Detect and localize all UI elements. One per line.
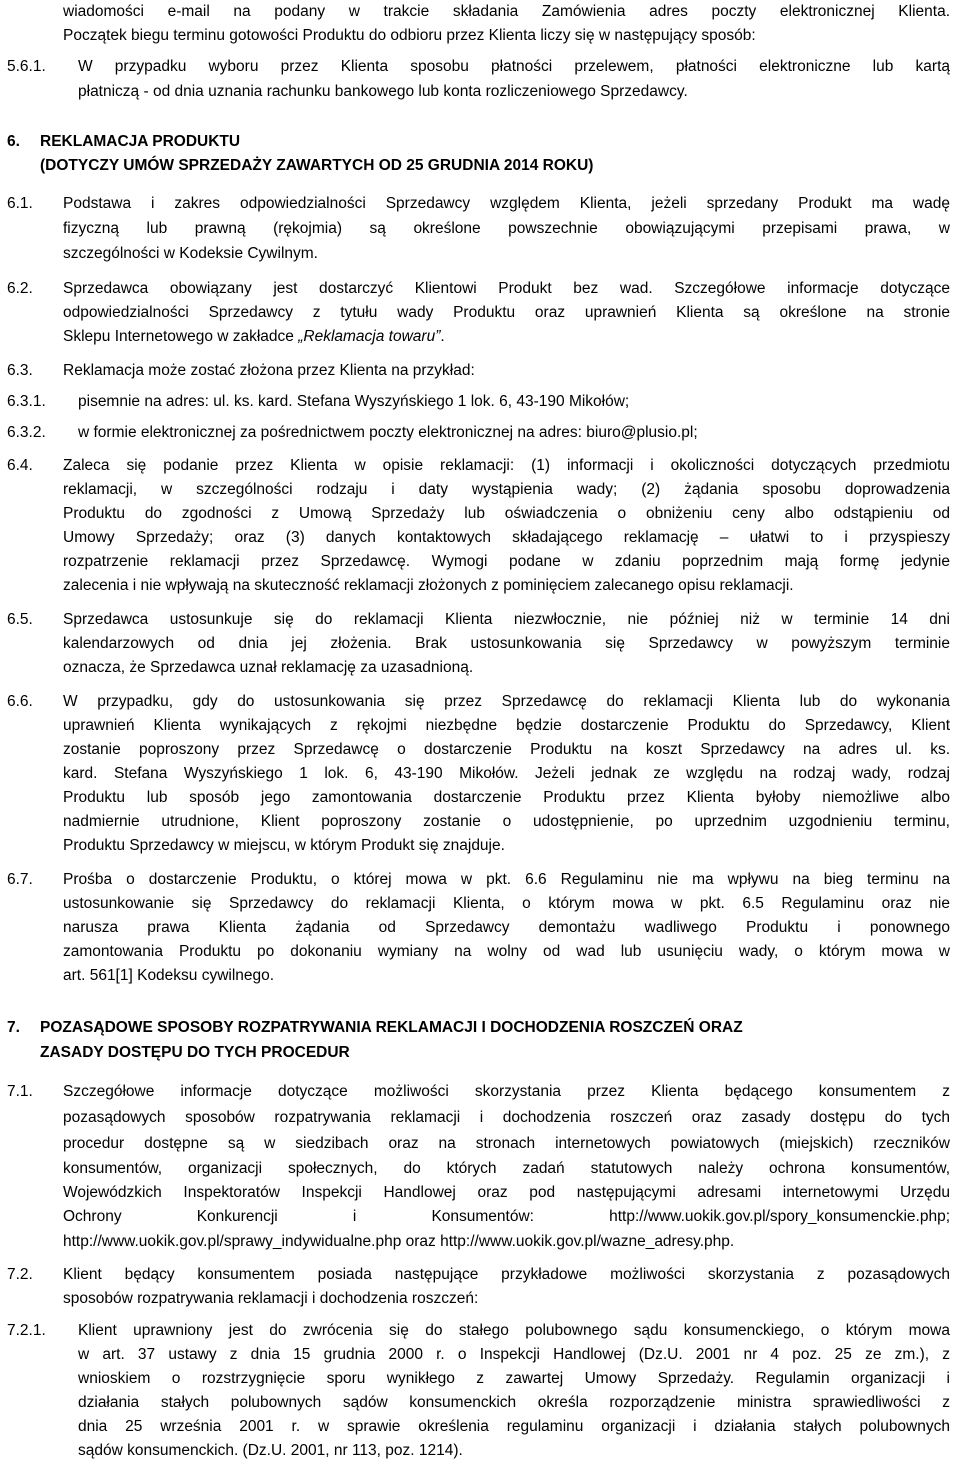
clause-text: Klient będący konsumentem posiada następujące przykładowe możliwości skorzystania z pozasądowych bbox=[63, 1266, 950, 1283]
clause-text: kard. Stefana Wyszyńskiego 1 lok. 6, 43-190 Mikołów. Jeżeli jednak ze względu na rodzaj wady, rodzaj bbox=[63, 765, 950, 782]
intro-line: Początek biegu terminu gotowości Produktu do odbioru przez Klienta liczy się w następujący sposób: bbox=[63, 27, 756, 44]
clause-number: 6.2. bbox=[7, 280, 33, 297]
clause-text: Produktu do zgodności z Umową Sprzedaży lub oświadczenia o obniżeniu ceny albo odstąpieniu od bbox=[63, 505, 950, 522]
clause-text: Prośba o dostarczenie Produktu, o której mowa w pkt. 6.6 Regulaminu nie ma wpływu na bieg terminu na bbox=[63, 871, 950, 888]
clause-text: Sprzedawca ustosunkuje się do reklamacji Klienta niezwłocznie, nie później niż w terminie 14 dni bbox=[63, 611, 950, 628]
clause-text: fizyczną lub prawną (rękojmia) są określone powszechnie obowiązującymi przepisami prawa, w bbox=[63, 220, 950, 237]
clause-text: Sprzedawca obowiązany jest dostarczyć Klientowi Produkt bez wad. Szczegółowe informacje dotyczące bbox=[63, 280, 950, 297]
clause-text: W przypadku wyboru przez Klienta sposobu płatności przelewem, płatności elektroniczne lub kartą bbox=[78, 58, 950, 75]
clause-text: zalecenia i nie wpływają na skuteczność reklamacji złożonych z pominięciem zalecanego opisu reklamacji. bbox=[63, 577, 794, 594]
section-number: 6. bbox=[7, 133, 20, 150]
clause-text: Produktu lub sposób jego zamontowania dostarczenie Produktu przez Klienta byłoby niemożliwe albo bbox=[63, 789, 950, 806]
clause-text: Produktu Sprzedawcy w miejscu, w którym Produkt się znajduje. bbox=[63, 837, 505, 854]
clause-number: 6.1. bbox=[7, 195, 33, 212]
clause-text: działania stałych polubownych sądów konsumenckich określa rozporządzenie ministra sprawiedliwości z bbox=[78, 1394, 950, 1411]
clause-text: sądów konsumenckich. (Dz.U. 2001, nr 113, poz. 1214). bbox=[78, 1442, 463, 1459]
clause-text: nadmiernie utrudnione, Klient poproszony zostanie o udostępnienie, po uprzednim uzgodnieniu terminu, bbox=[63, 813, 950, 830]
clause-text: kalendarzowych od dnia jej złożenia. Brak ustosunkowania się Sprzedawcy w powyższym terminie bbox=[63, 635, 950, 652]
clause-text: Podstawa i zakres odpowiedzialności Sprzedawcy względem Klienta, jeżeli sprzedany Produkt ma wadę bbox=[63, 195, 950, 212]
clause-text: Szczegółowe informacje dotyczące możliwości skorzystania przez Klienta będącego konsumentem z bbox=[63, 1083, 950, 1100]
clause-text: Wojewódzkich Inspektoratów Inspekcji Handlowej oraz pod następującymi adresami internetowymi Urzędu bbox=[63, 1184, 950, 1201]
clause-text: uprawnień Klienta wynikających z rękojmi niezbędne będzie dostarczenie Produktu do Sprzedawcy, Klient bbox=[63, 717, 950, 734]
clause-number: 7.1. bbox=[7, 1083, 33, 1100]
clause-number: 7.2.1. bbox=[7, 1322, 46, 1339]
clause-text: konsumentów, organizacji społecznych, do których zadań statutowych należy ochrona konsumentów, bbox=[63, 1160, 950, 1177]
clause-text: wnioskiem o rozstrzygnięcie sporu wynikłego z zawartej Umowy Sprzedaży. Regulamin organizacji i bbox=[78, 1370, 950, 1387]
clause-number: 6.3.1. bbox=[7, 393, 46, 410]
intro-line: wiadomości e-mail na podany w trakcie składania Zamówienia adres poczty elektronicznej Klienta. bbox=[63, 3, 950, 20]
clause-text: płatniczą - od dnia uznania rachunku bankowego lub konta rozliczeniowego Sprzedawcy. bbox=[78, 83, 688, 100]
clause-text: sposobów rozpatrywania reklamacji i dochodzenia roszczeń: bbox=[63, 1290, 479, 1307]
clause-text: odpowiedzialności Sprzedawcy z tytułu wady Produktu oraz uprawnień Klienta są określone na stronie bbox=[63, 304, 950, 321]
clause-text: zostanie poproszony przez Sprzedawcę o dostarczenie Produktu na koszt Sprzedawcy na adres ul. ks. bbox=[63, 741, 950, 758]
clause-text: art. 561[1] Kodeksu cywilnego. bbox=[63, 967, 275, 984]
clause-text: Zaleca się podanie przez Klienta w opisie reklamacji: (1) informacji i okoliczności dotyczących przedmiotu bbox=[63, 457, 950, 474]
clause-text: w formie elektronicznej za pośrednictwem poczty elektronicznej na adres: biuro@plusio.pl; bbox=[78, 424, 698, 441]
clause-text: w art. 37 ustawy z dnia 15 grudnia 2000 r. o Inspekcji Handlowej (Dz.U. 2001 nr 4 poz. 25 ze zm.), z bbox=[78, 1346, 950, 1363]
clause-number: 6.4. bbox=[7, 457, 33, 474]
clause-number: 6.3.2. bbox=[7, 424, 46, 441]
clause-text: http://www.uokik.gov.pl/sprawy_indywidualne.php oraz http://www.uokik.gov.pl/wazne_adresy.php. bbox=[63, 1233, 735, 1250]
clause-text: W przypadku, gdy do ustosunkowania się przez Sprzedawcę do reklamacji Klienta lub do wykonania bbox=[63, 693, 950, 710]
clause-text: ustosunkowanie się Sprzedawcy do reklamacji Klienta, o którym mowa w pkt. 6.5 Regulaminu oraz nie bbox=[63, 895, 950, 912]
clause-text: dnia 25 września 2001 r. w sprawie określenia regulaminu organizacji i działania stałych polubownych bbox=[78, 1418, 950, 1435]
clause-text: reklamacji, w szczególności rodzaju i daty wystąpienia wady; (2) żądania sposobu doprowadzenia bbox=[63, 481, 950, 498]
clause-number: 7.2. bbox=[7, 1266, 33, 1283]
clause-number: 6.6. bbox=[7, 693, 33, 710]
section-subtitle: (DOTYCZY UMÓW SPRZEDAŻY ZAWARTYCH OD 25 GRUDNIA 2014 ROKU) bbox=[40, 157, 594, 174]
clause-text: Umowy Sprzedaży; oraz (3) danych kontaktowych składającego reklamację – ułatwi to i przyspieszy bbox=[63, 529, 950, 546]
section-title: POZASĄDOWE SPOSOBY ROZPATRYWANIA REKLAMACJI I DOCHODZENIA ROSZCZEŃ ORAZ bbox=[40, 1019, 743, 1036]
clause-text: Reklamacja może zostać złożona przez Klienta na przykład: bbox=[63, 362, 475, 379]
clause-text bbox=[63, 328, 445, 348]
clause-text: narusza prawa Klienta żądania od Sprzedawcy demontażu wadliwego Produktu i ponownego bbox=[63, 919, 950, 936]
clause-text: pisemnie na adres: ul. ks. kard. Stefana Wyszyńskiego 1 lok. 6, 43-190 Mikołów; bbox=[78, 393, 630, 410]
clause-number: 6.5. bbox=[7, 611, 33, 628]
clause-text: Ochrony Konkurencji i Konsumentów: http://www.uokik.gov.pl/spory_konsumenckie.php; bbox=[63, 1208, 950, 1225]
clause-text: szczególności w Kodeksie Cywilnym. bbox=[63, 245, 318, 262]
clause-text: oznacza, że Sprzedawca uznał reklamację za uzasadnioną. bbox=[63, 659, 474, 676]
clause-text: procedur dostępne są w siedzibach oraz na stronach internetowych powiatowych (miejskich) rzeczników bbox=[63, 1135, 950, 1152]
clause-number: 6.3. bbox=[7, 362, 33, 379]
clause-text: pozasądowych sposobów rozpatrywania reklamacji i dochodzenia roszczeń oraz zasady dostępu do tych bbox=[63, 1109, 950, 1126]
clause-text: rozpatrzenie reklamacji przez Sprzedawcę. Wymogi podane w zdaniu poprzednim mają formę jedynie bbox=[63, 553, 950, 570]
clause-text-part: . bbox=[440, 328, 445, 345]
section-title: ZASADY DOSTĘPU DO TYCH PROCEDUR bbox=[40, 1044, 350, 1061]
section-title: REKLAMACJA PRODUKTU bbox=[40, 133, 241, 150]
clause-text: zamontowania Produktu po dokonaniu wymiany na wolny od wad lub usunięciu wady, o którym mowa w bbox=[63, 943, 950, 960]
clause-number: 5.6.1. bbox=[7, 58, 46, 75]
clause-text-part: Sklepu Internetowego w zakładce bbox=[63, 328, 299, 345]
clause-text: Klient uprawniony jest do zwrócenia się do stałego polubownego sądu konsumenckiego, o którym mowa bbox=[78, 1322, 950, 1339]
clause-number: 6.7. bbox=[7, 871, 33, 888]
reklamacja-towaru-link[interactable]: „Reklamacja towaru” bbox=[298, 328, 441, 345]
section-number: 7. bbox=[7, 1019, 20, 1036]
